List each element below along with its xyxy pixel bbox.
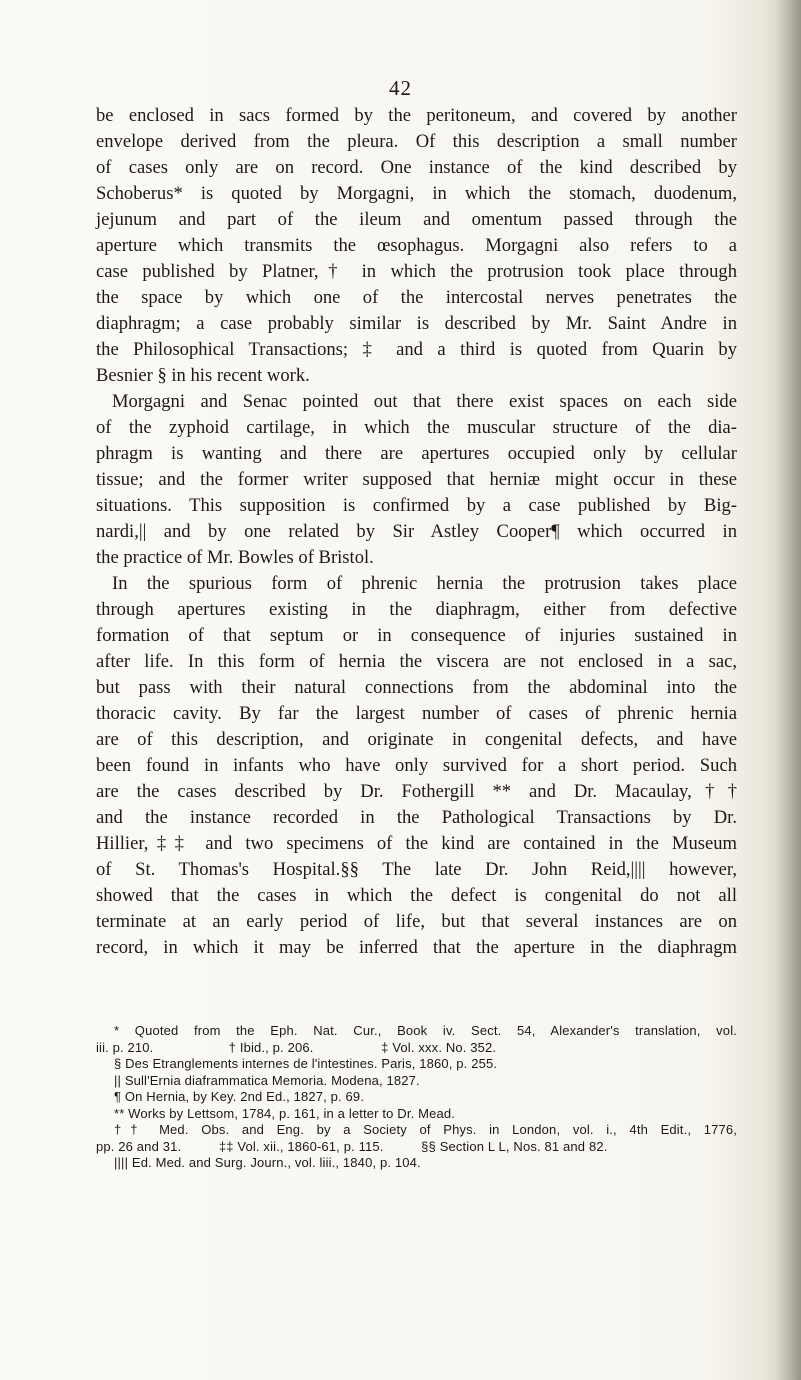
body-line: tissue; and the former writer supposed that herniæ might occur in these: [96, 469, 737, 490]
body-line: case published by Platner,† in which the protrusion took place through: [96, 261, 737, 282]
body-line: through apertures existing in the diaphragm, either from defective: [96, 599, 737, 620]
body-line: the Philosophical Transactions; ‡ and a third is quoted from Quarin by: [96, 339, 737, 360]
footnote-line: ** Works by Lettsom, 1784, p. 161, in a letter to Dr. Mead.: [114, 1105, 455, 1121]
page-number: 42: [389, 76, 412, 100]
body-line: are of this description, and originate in congenital defects, and have: [96, 729, 737, 750]
page-edge-shadow: [775, 0, 801, 1380]
body-line: record, in which it may be inferred that the aperture in the diaphragm: [96, 937, 737, 958]
body-line: been found in infants who have only survived for a short period. Such: [96, 755, 737, 776]
footnote-line: iii. p. 210. † Ibid., p. 206. ‡ Vol. xxx. No. 352.: [96, 1039, 497, 1055]
body-line: and the instance recorded in the Pathological Transactions by Dr.: [96, 807, 737, 828]
footnote-line: |||| Ed. Med. and Surg. Journ., vol. liii., 1840, p. 104.: [114, 1155, 421, 1170]
body-line: the space by which one of the intercostal nerves penetrates the: [96, 287, 737, 308]
footnote-line: pp. 26 and 31. ‡‡ Vol. xii., 1860-61, p. 115. §§ Section L L, Nos. 81 and 82.: [96, 1138, 608, 1154]
body-line: In the spurious form of phrenic hernia the protrusion takes place: [112, 573, 737, 594]
body-line: of cases only are on record. One instance of the kind described by: [96, 157, 737, 178]
body-line: after life. In this form of hernia the viscera are not enclosed in a sac,: [96, 651, 737, 672]
body-line: nardi,|| and by one related by Sir Astley Cooper¶ which occurred in: [96, 521, 737, 542]
body-line: envelope derived from the pleura. Of this description a small number: [96, 131, 737, 152]
body-line: Schoberus* is quoted by Morgagni, in which the stomach, duodenum,: [96, 183, 737, 204]
body-line: of St. Thomas's Hospital.§§ The late Dr. John Reid,|||| however,: [96, 859, 737, 880]
body-line: Hillier,‡‡ and two specimens of the kind are contained in the Museum: [96, 833, 737, 854]
body-line: terminate at an early period of life, but that several instances are on: [96, 911, 737, 932]
footnote-line: § Des Etranglements internes de l'intestines. Paris, 1860, p. 255.: [114, 1056, 498, 1071]
body-line: are the cases described by Dr. Fothergill ** and Dr. Macaulay,††: [96, 781, 737, 802]
body-line: diaphragm; a case probably similar is described by Mr. Saint Andre in: [96, 313, 737, 334]
body-line: aperture which transmits the œsophagus. Morgagni also refers to a: [96, 235, 737, 256]
body-text: [96, 103, 737, 961]
footnote-line: †† Med. Obs. and Eng. by a Society of Phys. in London, vol. i., 4th Edit., 1776,: [114, 1122, 737, 1137]
body-line: phragm is wanting and there are apertures occupied only by cellular: [96, 443, 737, 464]
body-line: jejunum and part of the ileum and omentum passed through the: [96, 209, 737, 230]
footnote-line: ¶ On Hernia, by Key. 2nd Ed., 1827, p. 69.: [114, 1089, 365, 1104]
body-line: showed that the cases in which the defect is congenital do not all: [96, 885, 737, 906]
body-line: of the zyphoid cartilage, in which the muscular structure of the dia-: [96, 417, 737, 438]
body-line: situations. This supposition is confirmed by a case published by Big-: [96, 495, 737, 516]
body-line: but pass with their natural connections from the abdominal into the: [96, 677, 737, 698]
footnotes: [96, 1023, 737, 1172]
body-line: formation of that septum or in consequence of injuries sustained in: [96, 625, 737, 646]
body-line: Besnier § in his recent work.: [96, 365, 310, 386]
body-line: Morgagni and Senac pointed out that there exist spaces on each side: [112, 391, 737, 412]
footnote-line: * Quoted from the Eph. Nat. Cur., Book iv. Sect. 54, Alexander's translation, vol.: [114, 1023, 737, 1038]
body-line: the practice of Mr. Bowles of Bristol.: [96, 547, 374, 568]
footnote-line: || Sull'Ernia diaframmatica Memoria. Modena, 1827.: [114, 1072, 420, 1088]
body-line: thoracic cavity. By far the largest number of cases of phrenic hernia: [96, 703, 737, 724]
body-line: be enclosed in sacs formed by the peritoneum, and covered by another: [96, 105, 737, 126]
